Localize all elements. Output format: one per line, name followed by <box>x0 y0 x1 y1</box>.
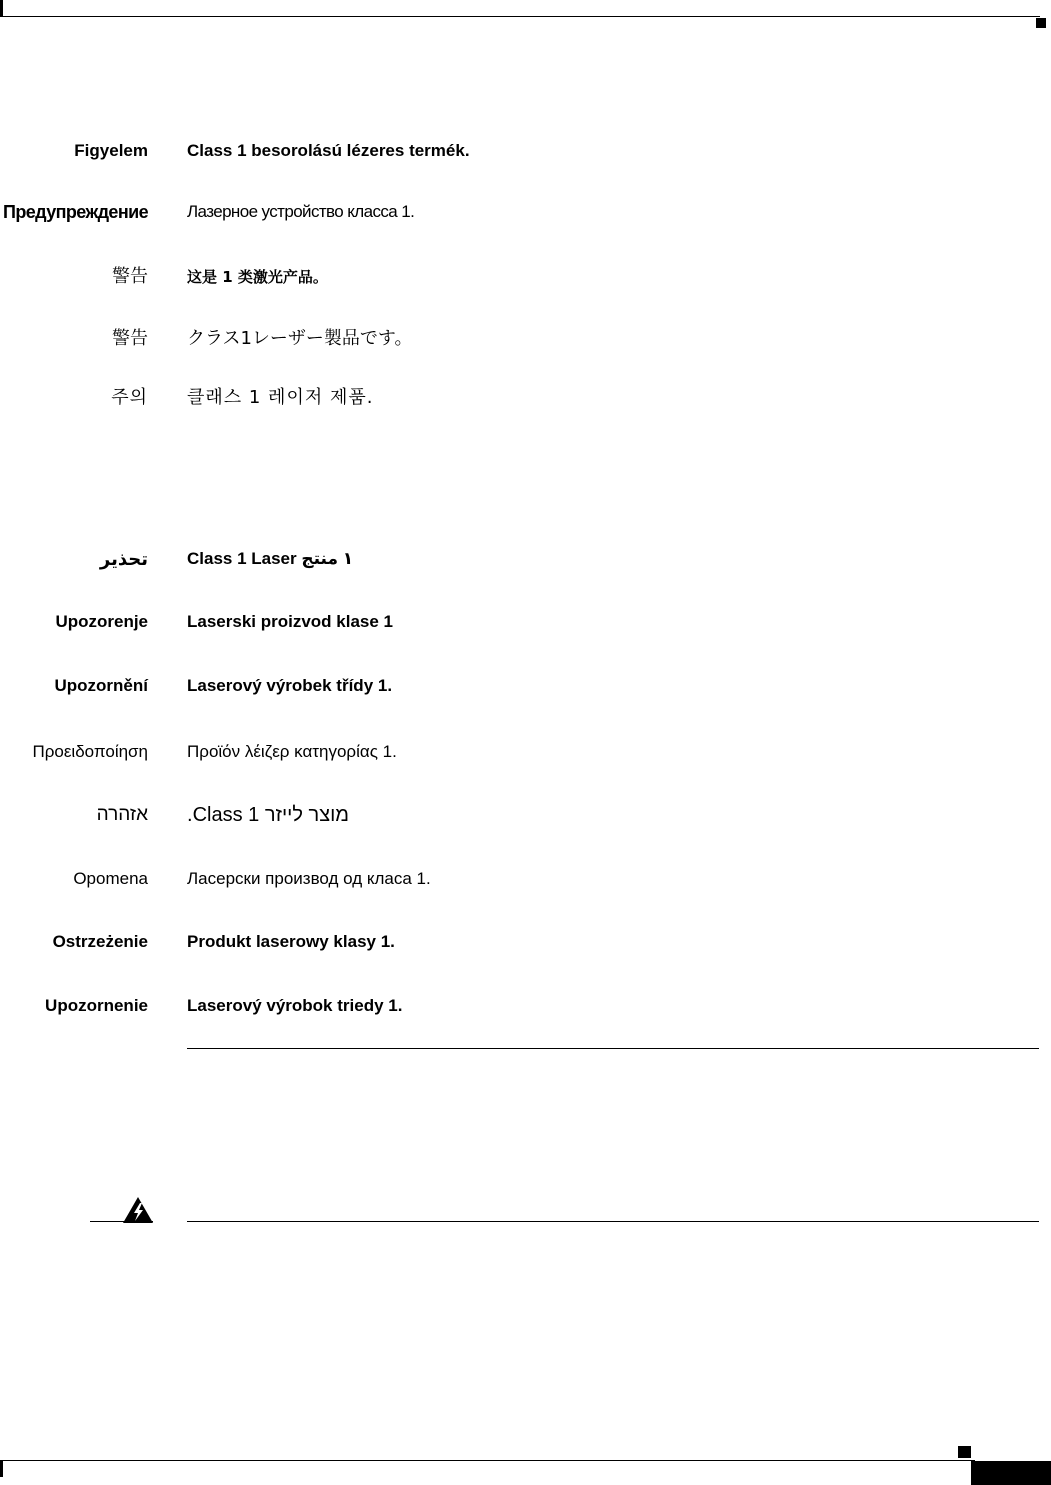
warning-row-hungarian <box>0 140 1051 170</box>
warning-row-korean <box>0 387 1051 417</box>
warning-text: מוצר לייזר Class 1. <box>187 804 350 826</box>
footer-page-tab <box>971 1461 1051 1485</box>
warning-label: Upozorenje <box>55 612 148 631</box>
warning-row-croatian <box>0 611 1051 641</box>
warning-row-macedonian <box>0 868 1051 898</box>
footer-rule <box>0 1460 975 1461</box>
warning-label: 警告 <box>112 328 148 349</box>
warning-row-czech <box>0 675 1051 705</box>
warning-label: Προειδοποίηση <box>32 742 148 761</box>
warning-label: אזהרה <box>96 804 148 825</box>
page-corner-mark-bottom <box>0 1460 3 1477</box>
warning-row-slovak <box>0 995 1051 1025</box>
warning-label: تحذير <box>99 549 148 569</box>
warning-label: 주의 <box>111 387 148 408</box>
section-divider <box>187 1048 1039 1049</box>
warning-text: クラス1レーザー製品です。 <box>187 328 413 349</box>
warning-triangle-lightning-icon <box>122 1196 154 1224</box>
header-square-mark <box>1036 18 1046 28</box>
warning-row-japanese <box>0 328 1051 358</box>
icon-underline-rule <box>90 1221 153 1222</box>
page-corner-mark-top <box>0 0 3 17</box>
warning-label: Upozornění <box>54 676 148 695</box>
warning-row-chinese-simplified <box>0 266 1051 296</box>
warning-label: Upozornenie <box>45 996 148 1015</box>
warning-row-hebrew <box>0 804 1051 834</box>
header-rule <box>0 16 1040 17</box>
warning-text: 这是 1 类激光产品。 <box>187 268 328 286</box>
warning-text: Ласерски производ од класа 1. <box>187 869 431 888</box>
warning-text: Προϊόν λέιζερ κατηγορίας 1. <box>187 742 397 761</box>
statement-divider <box>187 1221 1039 1222</box>
footer-square-mark <box>958 1446 971 1458</box>
warning-text: Class 1 Laser ١ منتج <box>187 549 354 568</box>
warning-label: Figyelem <box>74 141 148 160</box>
warning-text: Class 1 besorolású lézeres termék. <box>187 141 470 160</box>
warning-label: Ostrzeżenie <box>52 932 148 951</box>
warning-text: Лазерное устройство класса 1. <box>187 202 415 221</box>
warning-row-polish <box>0 931 1051 961</box>
warning-text: Laserový výrobek třídy 1. <box>187 676 393 695</box>
warning-label: Opomena <box>73 869 148 888</box>
warning-label: Предупреждение <box>3 202 148 222</box>
warning-row-greek <box>0 741 1051 771</box>
warning-label: 警告 <box>112 266 148 287</box>
warning-text: 클래스 1 레이저 제품. <box>187 387 374 408</box>
warning-row-russian <box>0 201 1051 231</box>
warning-text: Laserski proizvod klase 1 <box>187 612 393 631</box>
warning-row-arabic <box>0 548 1051 578</box>
warning-text: Laserový výrobok triedy 1. <box>187 996 403 1015</box>
warning-text: Produkt laserowy klasy 1. <box>187 932 395 951</box>
